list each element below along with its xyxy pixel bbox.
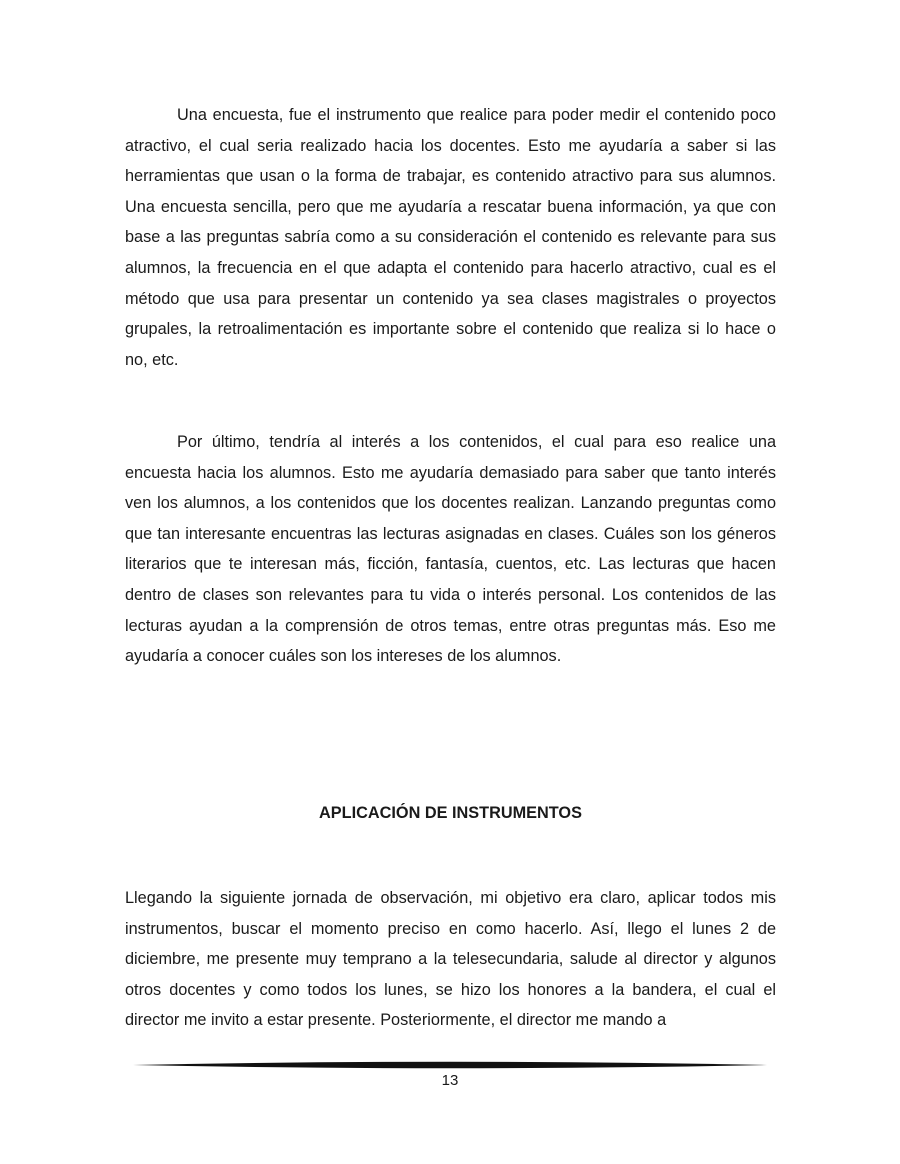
section-heading: APLICACIÓN DE INSTRUMENTOS <box>319 804 582 822</box>
body-paragraph-2: Por último, tendría al interés a los contenidos, el cual para eso realice una encuesta hacia los alumnos. Esto me ayudaría demasiado para saber que tanto interés ven los alumnos, a los contenidos que los docentes realizan. Lanzando preguntas como que tan interesante encuentras las lecturas asignadas en clases. Cuáles son los géneros literarios que te interesan más, ficción, fantasía, cuentos, etc. Las lecturas que hacen dentro de clases son relevantes para tu vida o interés personal. Los contenidos de las lecturas ayudan a la comprensión de otros temas, entre otras preguntas más. Eso me ayudaría a conocer cuáles son los intereses de los alumnos. <box>125 433 776 666</box>
footer-divider <box>133 1059 767 1071</box>
page-number: 13 <box>441 1072 459 1089</box>
body-paragraph-3: Llegando la siguiente jornada de observación, mi objetivo era claro, aplicar todos mis instrumentos, buscar el momento preciso en como hacerlo. Así, llego el lunes 2 de diciembre, me presente muy temprano a la telesecundaria, salude al director y algunos otros docentes y como todos los lunes, se hizo los honores a la bandera, el cual el director me invito a estar presente. Posteriormente, el director me mando a <box>125 889 776 1030</box>
body-paragraph-1: Una encuesta, fue el instrumento que realice para poder medir el contenido poco atractivo, el cual seria realizado hacia los docentes. Esto me ayudaría a saber si las herramientas que usan o la forma de trabajar, es contenido atractivo para sus alumnos. Una encuesta sencilla, pero que me ayudaría a rescatar buena información, ya que con base a las preguntas sabría como a su consideración el contenido es relevante para sus alumnos, la frecuencia en el que adapta el contenido para hacerlo atractivo, cual es el método que usa para presentar un contenido ya sea clases magistrales o proyectos grupales, la retroalimentación es importante sobre el contenido que realiza si lo hace o no, etc. <box>125 106 776 369</box>
